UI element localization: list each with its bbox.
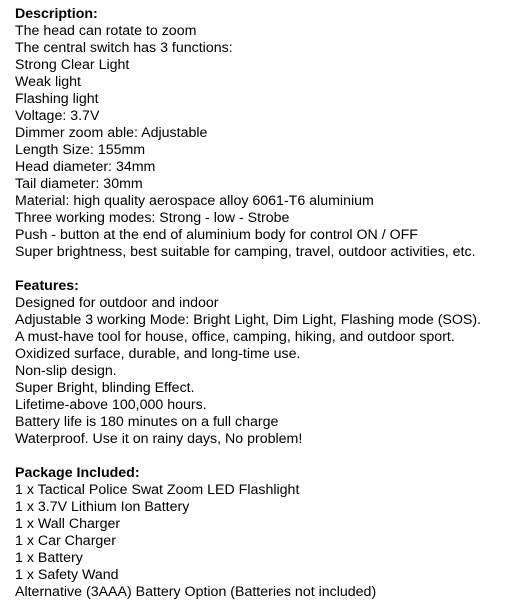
description-line: Tail diameter: 30mm [15,176,143,192]
package-line: 1 x Wall Charger [15,516,121,532]
package-line: 1 x Tactical Police Swat Zoom LED Flashlight [15,482,300,498]
description-lines [15,23,515,261]
features-line: Designed for outdoor and indoor [15,295,219,311]
features-line: A must-have tool for house, office, camping, hiking, and outdoor sport. [15,329,455,345]
features-line: Lifetime-above 100,000 hours. [15,397,207,413]
features-line: Adjustable 3 working Mode: Bright Light, Dim Light, Flashing mode (SOS). [15,312,482,328]
description-line: Super brightness, best suitable for camping, travel, outdoor activities, etc. [15,244,476,260]
features-line: Non-slip design. [15,363,117,379]
description-line: Head diameter: 34mm [15,159,156,175]
description-section [15,6,515,261]
package-heading: Package Included: [15,465,140,481]
description-line: Strong Clear Light [15,57,130,73]
package-section [15,465,515,601]
package-line: 1 x Battery [15,550,83,566]
description-line: Push - button at the end of aluminium body for control ON / OFF [15,227,418,243]
features-section [15,278,515,448]
package-lines [15,482,515,601]
features-line: Waterproof. Use it on rainy days, No problem! [15,431,303,447]
features-line: Battery life is 180 minutes on a full charge [15,414,279,430]
description-line: Weak light [15,74,81,90]
description-line: Length Size: 155mm [15,142,146,158]
description-heading: Description: [15,6,98,22]
description-line: Material: high quality aerospace alloy 6061-T6 aluminium [15,193,374,209]
features-lines [15,295,515,448]
package-line: 1 x 3.7V Lithium Ion Battery [15,499,190,515]
package-line: 1 x Car Charger [15,533,116,549]
description-line: Flashing light [15,91,99,107]
features-heading: Features: [15,278,79,294]
description-line: The head can rotate to zoom [15,23,197,39]
description-line: Voltage: 3.7V [15,108,100,124]
description-line: Dimmer zoom able: Adjustable [15,125,208,141]
description-line: Three working modes: Strong - low - Strobe [15,210,290,226]
package-line: Alternative (3AAA) Battery Option (Batteries not included) [15,584,377,600]
features-line: Super Bright, blinding Effect. [15,380,195,396]
package-line: 1 x Safety Wand [15,567,119,583]
product-spec-document [15,6,515,601]
features-line: Oxidized surface, durable, and long-time use. [15,346,301,362]
description-line: The central switch has 3 functions: [15,40,233,56]
